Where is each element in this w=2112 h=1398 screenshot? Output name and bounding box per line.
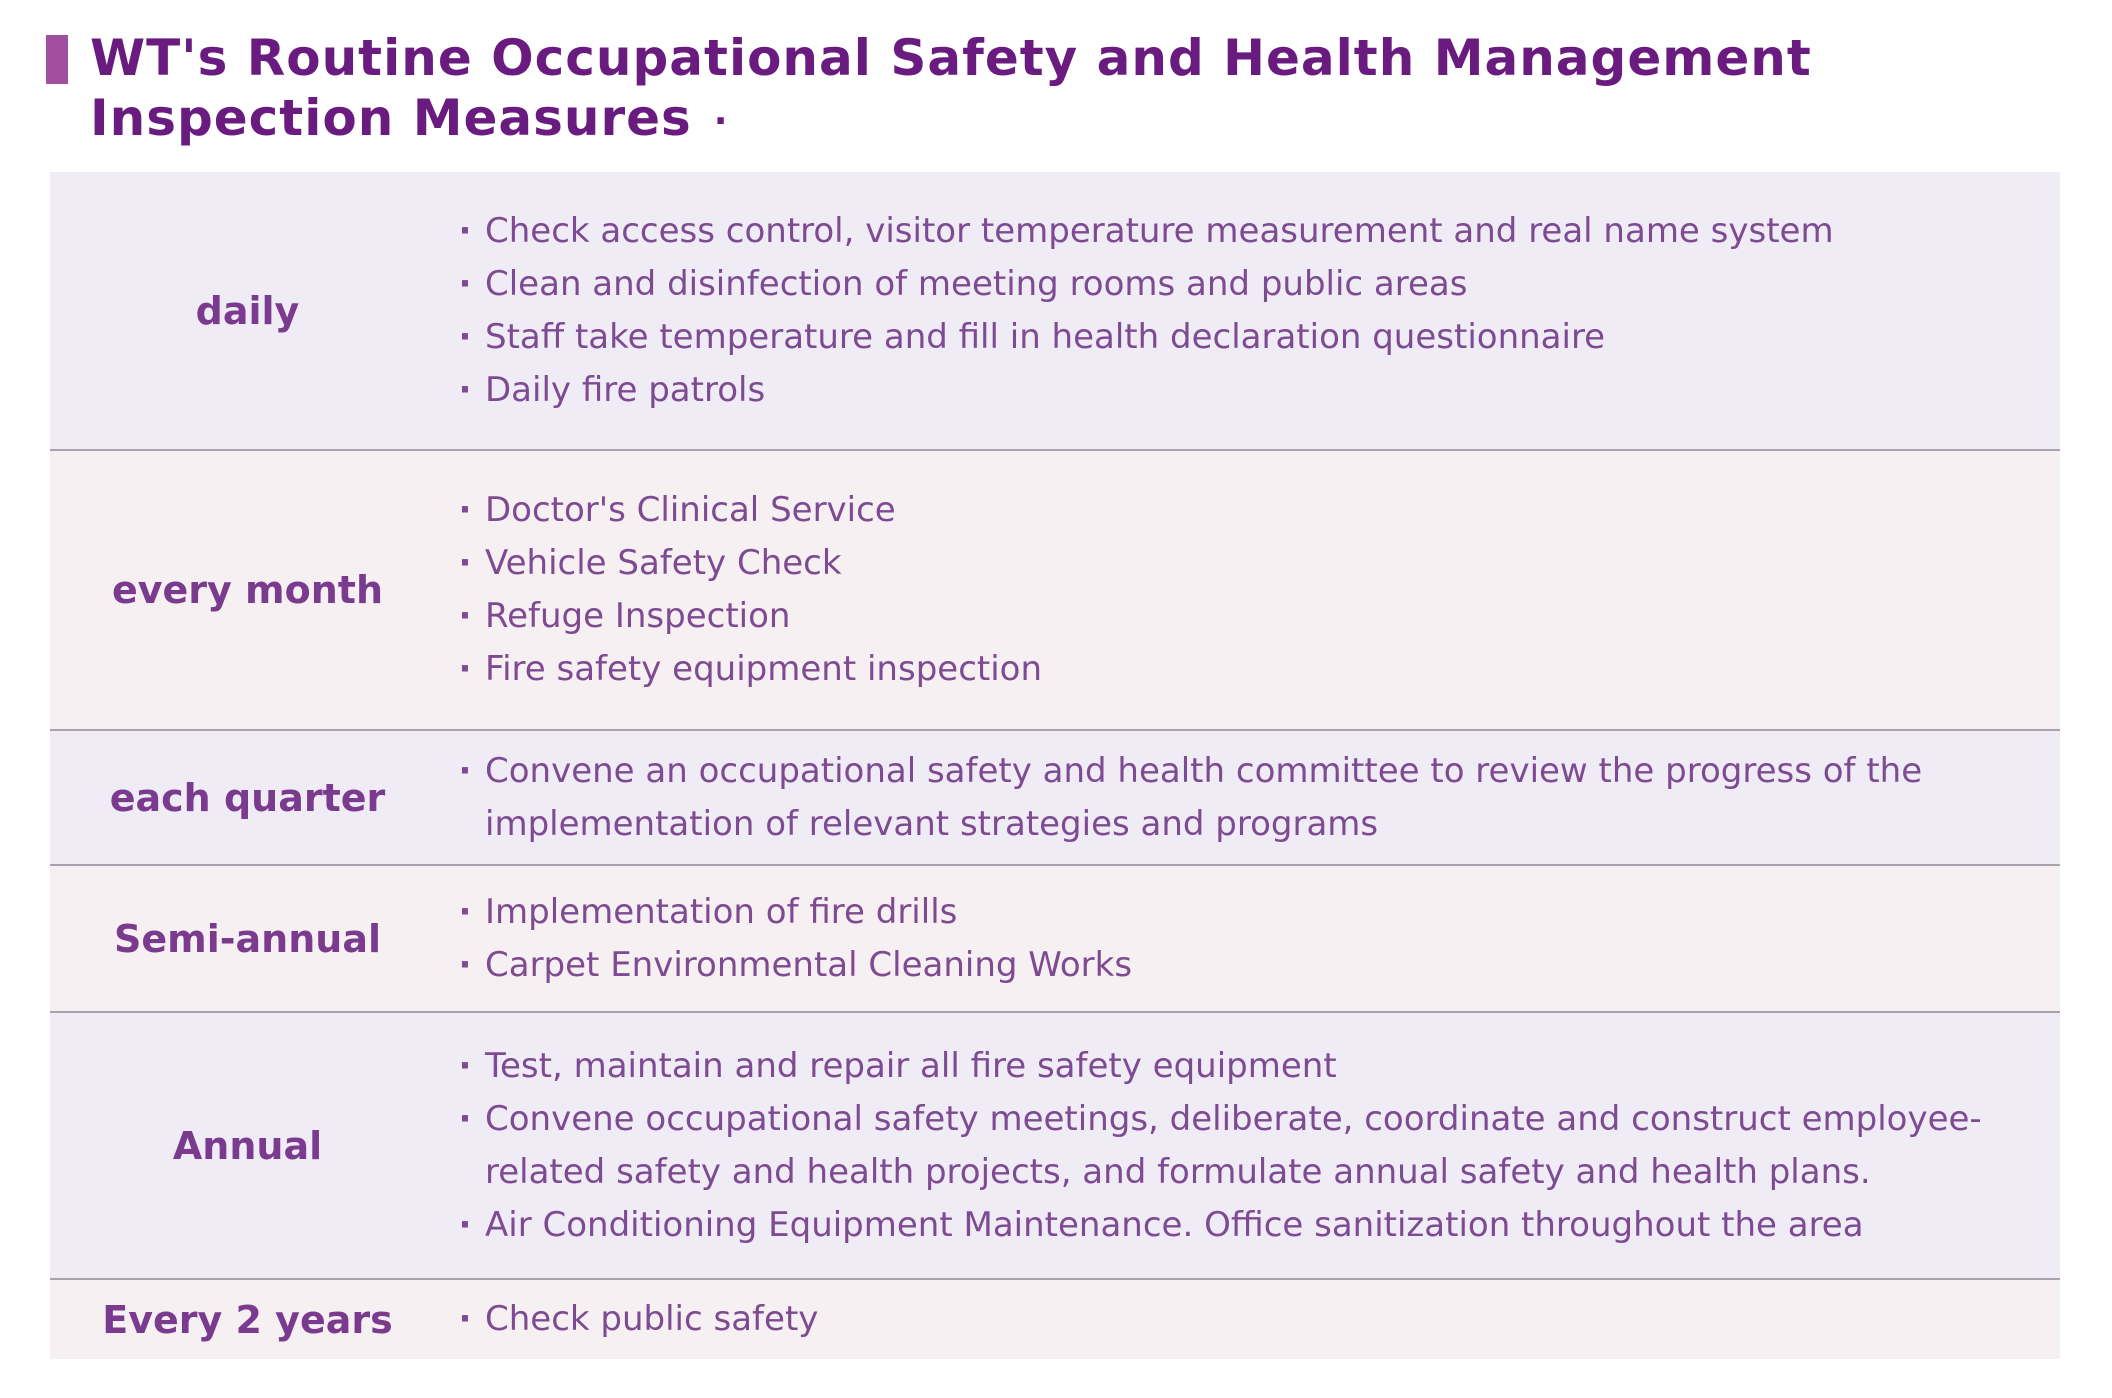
table-row-every-2-years [50, 1279, 2060, 1359]
table-row-annual [50, 1012, 2060, 1279]
bullet-icon: · [458, 891, 472, 932]
table-row-each-quarter [50, 730, 2060, 865]
table-row-daily [50, 172, 2060, 450]
measure-text: Staff take temperature and fill in health declaration questionnaire [485, 316, 1606, 357]
list-item [445, 1040, 2040, 1093]
table-row-semi-annual [50, 865, 2060, 1012]
page-title [46, 28, 2006, 152]
bullet-icon: · [458, 369, 472, 410]
frequency-label: every month [50, 450, 445, 730]
frequency-label: daily [195, 288, 300, 333]
list-item [445, 643, 2040, 696]
title-block [46, 28, 2006, 152]
list-item [445, 1093, 2040, 1199]
frequency-label: Every 2 years [50, 1279, 445, 1359]
page-title-text: WT's Routine Occupational Safety and Health Management Inspection Measures [90, 29, 1812, 147]
measure-list [445, 1279, 2060, 1359]
measure-text: Doctor's Clinical Service [485, 490, 896, 530]
bullet-icon: · [458, 944, 472, 985]
bullet-icon: · [458, 596, 472, 636]
measure-text: Refuge Inspection [485, 596, 791, 636]
measure-list [445, 730, 2060, 865]
measure-list [445, 1012, 2060, 1279]
measure-text: Fire safety equipment inspection [485, 649, 1043, 689]
measure-text: Implementation of fire drills [485, 891, 958, 932]
list-item [445, 886, 2040, 939]
bullet-icon: · [458, 543, 472, 583]
bullet-icon: · [458, 210, 472, 251]
measure-text: Vehicle Safety Check [485, 543, 842, 583]
measure-text: Test, maintain and repair all fire safety equipment [485, 1045, 1337, 1086]
measure-text: Check access control, visitor temperature measurement and real name system [485, 210, 1834, 251]
frequency-label: each quarter [50, 730, 445, 865]
bullet-icon: · [458, 263, 472, 304]
bullet-icon: · [458, 649, 472, 689]
bullet-icon: · [458, 750, 472, 791]
measure-list [445, 172, 2060, 450]
list-item [445, 590, 2040, 643]
measure-text: Clean and disinfection of meeting rooms and public areas [485, 263, 1468, 304]
measure-text: Convene an occupational safety and health committee to review the progress of the implementation of relevant strategies and programs [485, 750, 1923, 844]
bullet-icon: · [458, 490, 472, 530]
bullet-icon: · [458, 1299, 472, 1339]
bullet-icon: · [458, 1098, 472, 1139]
measure-text: Check public safety [485, 1299, 819, 1339]
list-item [445, 1199, 2040, 1252]
list-item [445, 745, 2040, 851]
list-item [445, 364, 2040, 417]
list-item [445, 939, 2040, 992]
inspection-measures-table [50, 172, 2060, 1359]
title-trailing-mark: · [713, 100, 729, 142]
frequency-label: Semi-annual [50, 865, 445, 1012]
bullet-icon: · [458, 1204, 472, 1245]
list-item [445, 311, 2040, 364]
list-item [445, 205, 2040, 258]
measure-list [445, 450, 2060, 730]
table-row-every-month [50, 450, 2060, 730]
list-item [445, 258, 2040, 311]
bullet-icon: · [458, 316, 472, 357]
list-item [445, 1293, 2040, 1346]
list-item [445, 484, 2040, 537]
bullet-icon: · [458, 1045, 472, 1086]
measure-text: Air Conditioning Equipment Maintenance. Office sanitization throughout the area [485, 1204, 1864, 1245]
measure-text: Daily fire patrols [485, 369, 766, 410]
measure-list [445, 865, 2060, 1012]
frequency-label: Annual [50, 1012, 445, 1279]
measure-text: Convene occupational safety meetings, deliberate, coordinate and construct employee-related safety and health projects, and formulate annual safety and health plans. [485, 1098, 1982, 1192]
title-accent-bar [46, 35, 68, 84]
measure-text: Carpet Environmental Cleaning Works [485, 944, 1133, 985]
list-item [445, 537, 2040, 590]
